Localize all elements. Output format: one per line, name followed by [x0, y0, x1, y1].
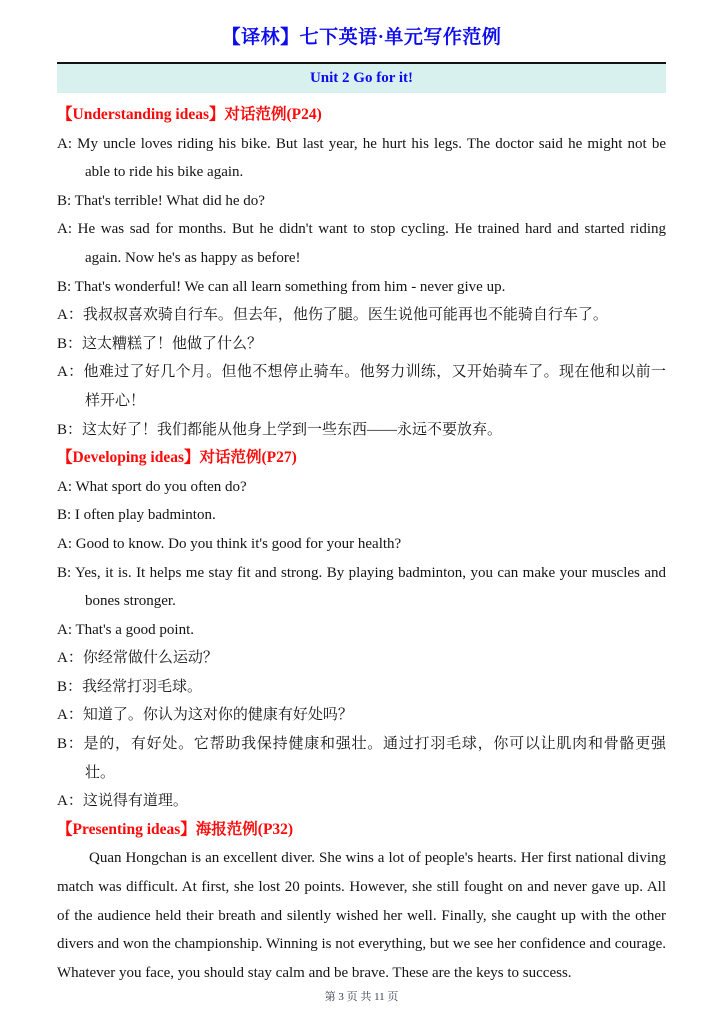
dialogue-line: A: Good to know. Do you think it's good for your health? [57, 535, 402, 552]
dialogue-line: A: My uncle loves riding his bike. But last year, he hurt his legs. The doctor said he might not be able to ride his bike again. [57, 135, 666, 181]
dialogue-line: B：是的，有好处。它帮助我保持健康和强壮。通过打羽毛球，你可以让肌肉和骨骼更强壮。 [57, 736, 666, 781]
dialogue-line: A：他难过了好几个月。但他不想停止骑车。他努力训练，又开始骑车了。现在他和以前一样开心！ [57, 364, 666, 409]
dialogue-line: A：这说得有道理。 [57, 793, 188, 810]
sections-container [0, 101, 723, 987]
dialogue-line: A：我叔叔喜欢骑自行车。但去年，他伤了腿。医生说他可能再也不能骑自行车了。 [57, 307, 608, 324]
page-title: 【译林】七下英语·单元写作范例 [221, 27, 502, 48]
dialogue-line: A: That's a good point. [57, 621, 194, 638]
dialogue-line: B：这太好了！我们都能从他身上学到一些东西——永远不要放弃。 [57, 421, 503, 438]
dialogue-line: B: I often play badminton. [57, 507, 216, 524]
dialogue-line: A: He was sad for months. But he didn't want to stop cycling. He trained hard and started riding again. Now he's as happy as before! [57, 221, 666, 266]
section-heading: 【Presenting ideas】海报范例(P32) [57, 820, 294, 838]
dialogue-line: B: Yes, it is. It helps me stay fit and strong. By playing badminton, you can make your muscles and bones stronger. [57, 564, 666, 610]
dialogue-line: B：这太糟糕了！他做了什么？ [57, 335, 263, 352]
section-heading: 【Developing ideas】对话范例(P27) [57, 449, 297, 467]
dialogue-line: A：知道了。你认为这对你的健康有好处吗？ [57, 707, 353, 724]
dialogue-line: A: What sport do you often do? [57, 478, 247, 495]
dialogue-line: A：你经常做什么运动？ [57, 650, 218, 667]
dialogue-line: B: That's terrible! What did he do? [57, 192, 265, 209]
dialogue-line: B: That's wonderful! We can all learn something from him - never give up. [57, 278, 506, 295]
page-footer: 第 3 页 共 11 页 [324, 991, 399, 1003]
unit-banner: Unit 2 Go for it! [57, 62, 666, 93]
section [57, 444, 666, 816]
section [57, 101, 666, 444]
dialogue-line: B：我经常打羽毛球。 [57, 678, 203, 695]
section [57, 816, 666, 988]
section-heading: 【Understanding ideas】对话范例(P24) [57, 106, 322, 123]
body-paragraph: Quan Hongchan is an excellent diver. She wins a lot of people's hearts. Her first national diving match was difficult. At first, she lost 20 points. However, she still fought on and never gave up. All of the audience held their breath and silently wished her well. Finally, she caught up with the other divers and won the championship. Winning is not everything, but we see her confidence and courage. Whatever you face, you should stay calm and be brave. These are the keys to success. [57, 850, 666, 981]
